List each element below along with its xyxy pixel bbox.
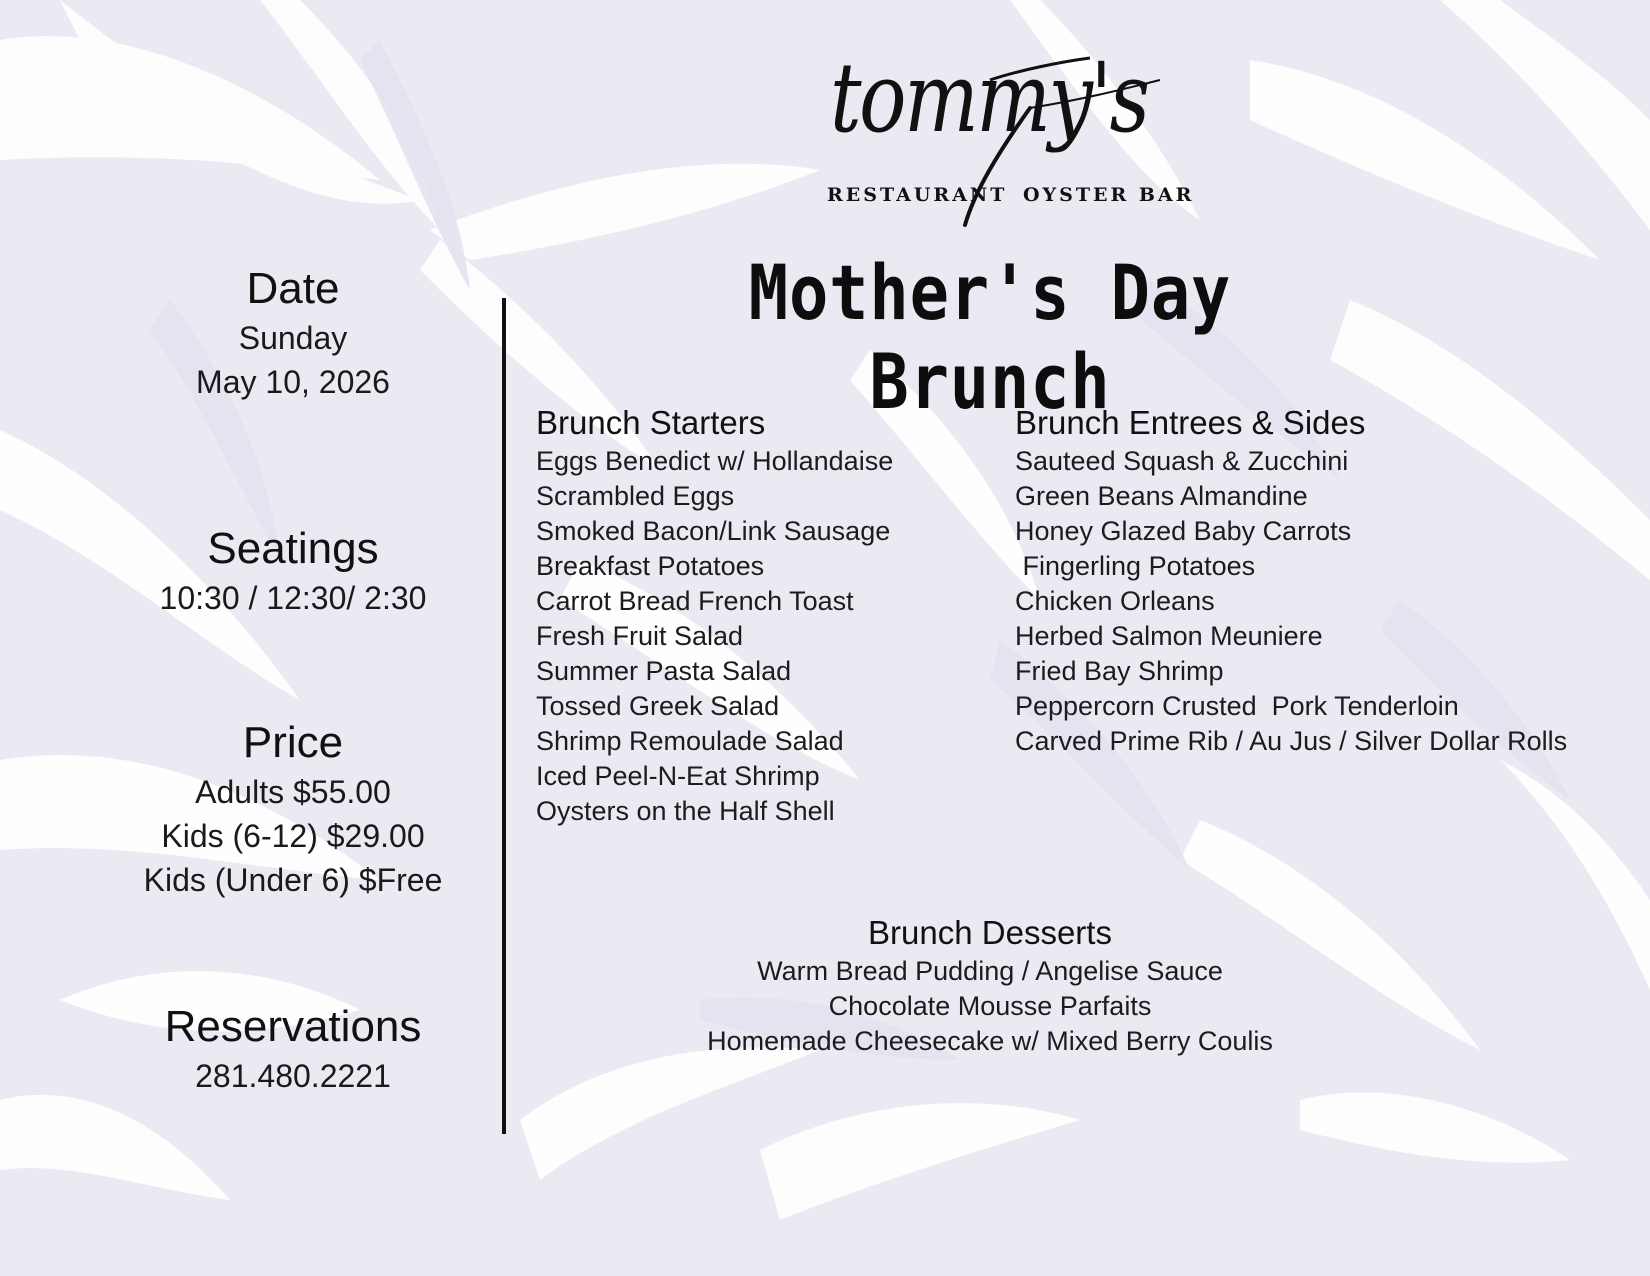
- vertical-divider: [502, 298, 506, 1134]
- menu-item: Peppercorn Crusted Pork Tenderloin: [1015, 691, 1459, 721]
- price-heading: Price: [242, 718, 344, 767]
- entrees-section: [1015, 402, 1567, 759]
- seatings-section: [103, 522, 483, 620]
- menu-item: Breakfast Potatoes: [536, 551, 765, 581]
- menu-item: Tossed Greek Salad: [536, 691, 780, 721]
- menu-item: Carved Prime Rib / Au Jus / Silver Dollar Rolls: [1015, 726, 1568, 756]
- menu-item: Summer Pasta Salad: [536, 656, 792, 686]
- date-value: May 10, 2026: [196, 364, 390, 400]
- seatings-heading: Seatings: [207, 524, 379, 573]
- menu-item: Eggs Benedict w/ Hollandaise: [536, 446, 894, 476]
- menu-item: Fried Bay Shrimp: [1015, 656, 1224, 686]
- menu-item: Sauteed Squash & Zucchini: [1015, 446, 1349, 476]
- reservations-phone: 281.480.2221: [195, 1058, 391, 1094]
- menu-item: Shrimp Remoulade Salad: [536, 726, 844, 756]
- entrees-heading: Brunch Entrees & Sides: [1015, 404, 1366, 441]
- logo-script-text: tommy's: [830, 42, 1148, 154]
- menu-item: Warm Bread Pudding / Angelise Sauce: [757, 956, 1223, 986]
- menu-item: Homemade Cheesecake w/ Mixed Berry Coulis: [707, 1026, 1273, 1056]
- menu-item: Iced Peel-N-Eat Shrimp: [536, 761, 820, 791]
- date-heading: Date: [246, 264, 340, 313]
- menu-item: Honey Glazed Baby Carrots: [1015, 516, 1352, 546]
- menu-item: Scrambled Eggs: [536, 481, 735, 511]
- date-day: Sunday: [238, 320, 348, 356]
- desserts-section: [600, 912, 1380, 1059]
- restaurant-logo: [800, 42, 1200, 230]
- menu-item: Fingerling Potatoes: [1015, 551, 1256, 581]
- reservations-heading: Reservations: [164, 1002, 422, 1051]
- menu-item: Green Beans Almandine: [1015, 481, 1308, 511]
- menu-item: Carrot Bread French Toast: [536, 586, 854, 616]
- price-section: [103, 716, 483, 902]
- logo-restaurant-text: RESTAURANT: [827, 184, 1008, 206]
- menu-item: Chocolate Mousse Parfaits: [828, 991, 1152, 1021]
- price-adults: Adults $55.00: [195, 774, 391, 810]
- desserts-heading: Brunch Desserts: [868, 914, 1112, 951]
- menu-item: Chicken Orleans: [1015, 586, 1215, 616]
- menu-item: Fresh Fruit Salad: [536, 621, 744, 651]
- starters-section: [536, 402, 893, 829]
- seatings-times: 10:30 / 12:30/ 2:30: [159, 580, 427, 616]
- starters-heading: Brunch Starters: [536, 404, 766, 441]
- menu-item: Oysters on the Half Shell: [536, 796, 835, 826]
- reservations-section: [103, 1000, 483, 1098]
- date-section: [103, 262, 483, 404]
- menu-item: Smoked Bacon/Link Sausage: [536, 516, 891, 546]
- page-title: Mother's Day Brunch: [748, 248, 1232, 426]
- logo-oyster-bar-text: OYSTER BAR: [1023, 184, 1195, 206]
- price-kids: Kids (6-12) $29.00: [161, 818, 425, 854]
- price-kids-under-6: Kids (Under 6) $Free: [143, 862, 443, 898]
- menu-item: Herbed Salmon Meuniere: [1015, 621, 1323, 651]
